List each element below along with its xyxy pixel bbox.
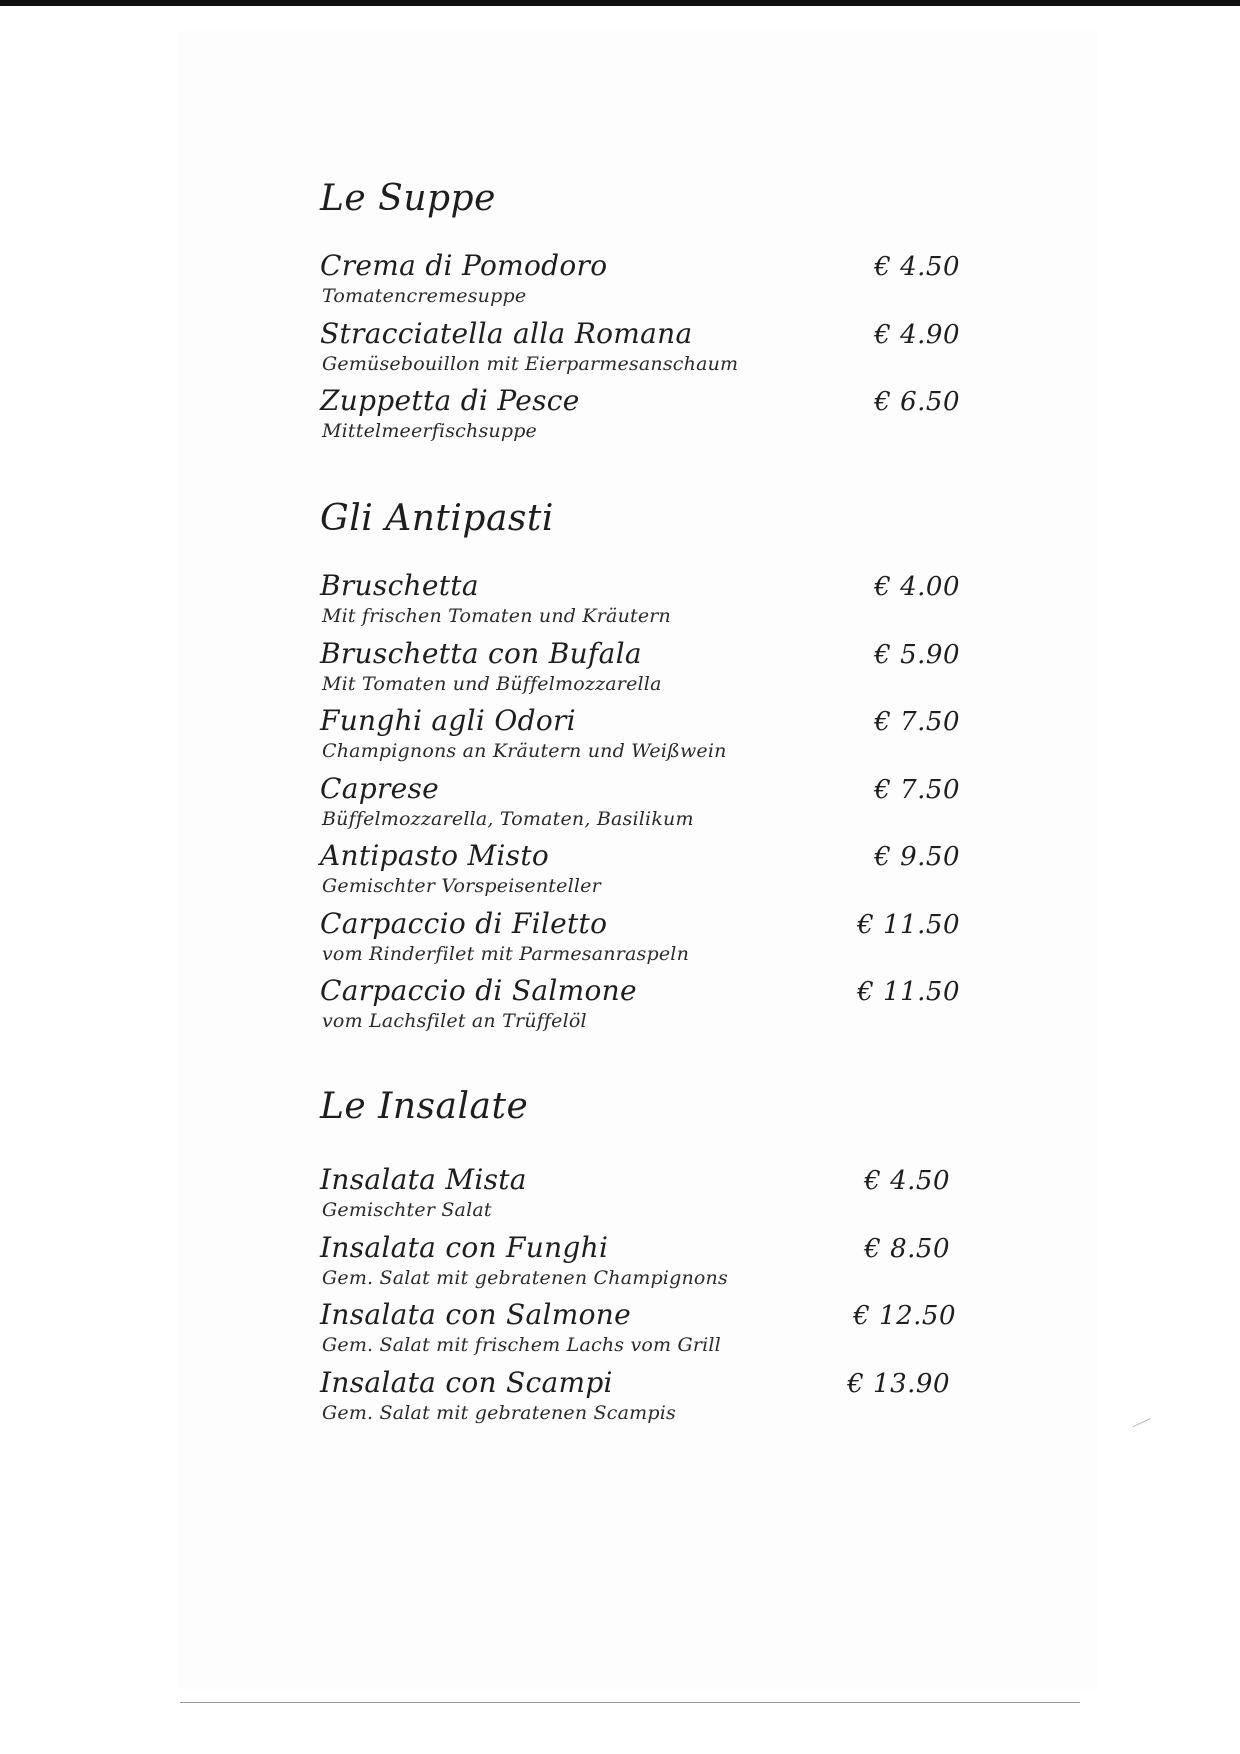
item-description: vom Rinderfilet mit Parmesanraspeln (322, 942, 690, 965)
item-name: Insalata con Scampi (320, 1365, 613, 1399)
menu-item (320, 249, 980, 317)
menu-item (320, 907, 980, 975)
item-price: € 11.50 (857, 909, 960, 940)
menu-item (320, 1231, 980, 1299)
menu-items (320, 1163, 980, 1433)
scan-top-edge (0, 0, 1240, 6)
item-name: Bruschetta con Bufala (320, 636, 642, 670)
item-name: Stracciatella alla Romana (320, 316, 693, 350)
section-suppe (320, 177, 980, 442)
item-description: Mit frischen Tomaten und Kräutern (322, 605, 671, 627)
item-price: € 11.50 (857, 977, 960, 1007)
scan-mark (1133, 1418, 1152, 1427)
item-description: vom Lachsfilet an Trüffelöl (322, 1010, 587, 1032)
item-name: Zuppetta di Pesce (320, 384, 580, 417)
section-title: Gli Antipasti (320, 498, 554, 539)
section-antipasti (320, 497, 980, 1032)
menu-item (320, 384, 980, 452)
item-price: € 12.50 (853, 1301, 956, 1331)
menu-item (320, 569, 980, 637)
item-price: € 7.50 (874, 774, 960, 805)
item-price: € 7.50 (874, 707, 960, 737)
item-price: € 8.50 (864, 1233, 950, 1264)
menu-item (320, 772, 980, 840)
menu-items (320, 569, 980, 1042)
item-description: Gemischter Salat (322, 1199, 492, 1221)
item-price: € 5.90 (874, 639, 960, 670)
item-price: € 6.50 (874, 387, 960, 417)
item-price: € 4.90 (874, 319, 960, 350)
menu-item (320, 974, 980, 1042)
item-price: € 4.50 (874, 252, 960, 282)
section-title: Le Suppe (320, 178, 496, 219)
item-name: Carpaccio di Salmone (320, 974, 637, 1007)
item-name: Carpaccio di Filetto (320, 906, 608, 940)
menu-item (320, 704, 980, 772)
item-price: € 9.50 (874, 842, 960, 872)
item-description: Büffelmozzarella, Tomaten, Basilikum (322, 807, 694, 830)
menu-item (320, 1163, 980, 1231)
item-description: Gem. Salat mit gebratenen Scampis (322, 1401, 676, 1424)
item-description: Tomatencremesuppe (322, 285, 527, 307)
menu-item (320, 839, 980, 907)
menu-item (320, 317, 980, 385)
item-name: Antipasto Misto (320, 839, 550, 872)
item-name: Bruschetta (320, 569, 479, 602)
item-description: Gem. Salat mit frischem Lachs vom Grill (322, 1334, 721, 1356)
section-title: Le Insalate (320, 1086, 529, 1127)
menu-item (320, 1298, 980, 1366)
menu-item (320, 1366, 980, 1434)
item-name: Insalata con Salmone (320, 1298, 631, 1331)
section-insalate (320, 1085, 980, 1424)
item-description: Gemüsebouillon mit Eierparmesanschaum (322, 352, 739, 375)
item-name: Caprese (320, 771, 440, 805)
item-description: Gem. Salat mit gebratenen Champignons (322, 1266, 728, 1289)
item-price: € 4.50 (864, 1166, 950, 1196)
item-description: Gemischter Vorspeisenteller (322, 875, 601, 897)
item-price: € 13.90 (847, 1368, 950, 1399)
menu-items (320, 249, 980, 452)
bottom-rule (180, 1702, 1080, 1703)
item-description: Mit Tomaten und Büffelmozzarella (322, 672, 662, 695)
item-name: Crema di Pomodoro (320, 249, 608, 282)
menu-item (320, 637, 980, 705)
item-name: Funghi agli Odori (320, 704, 576, 737)
item-name: Insalata Mista (320, 1163, 527, 1196)
item-name: Insalata con Funghi (320, 1230, 609, 1264)
item-price: € 4.00 (874, 572, 960, 602)
item-description: Mittelmeerfischsuppe (322, 420, 538, 442)
item-description: Champignons an Kräutern und Weißwein (322, 740, 727, 762)
